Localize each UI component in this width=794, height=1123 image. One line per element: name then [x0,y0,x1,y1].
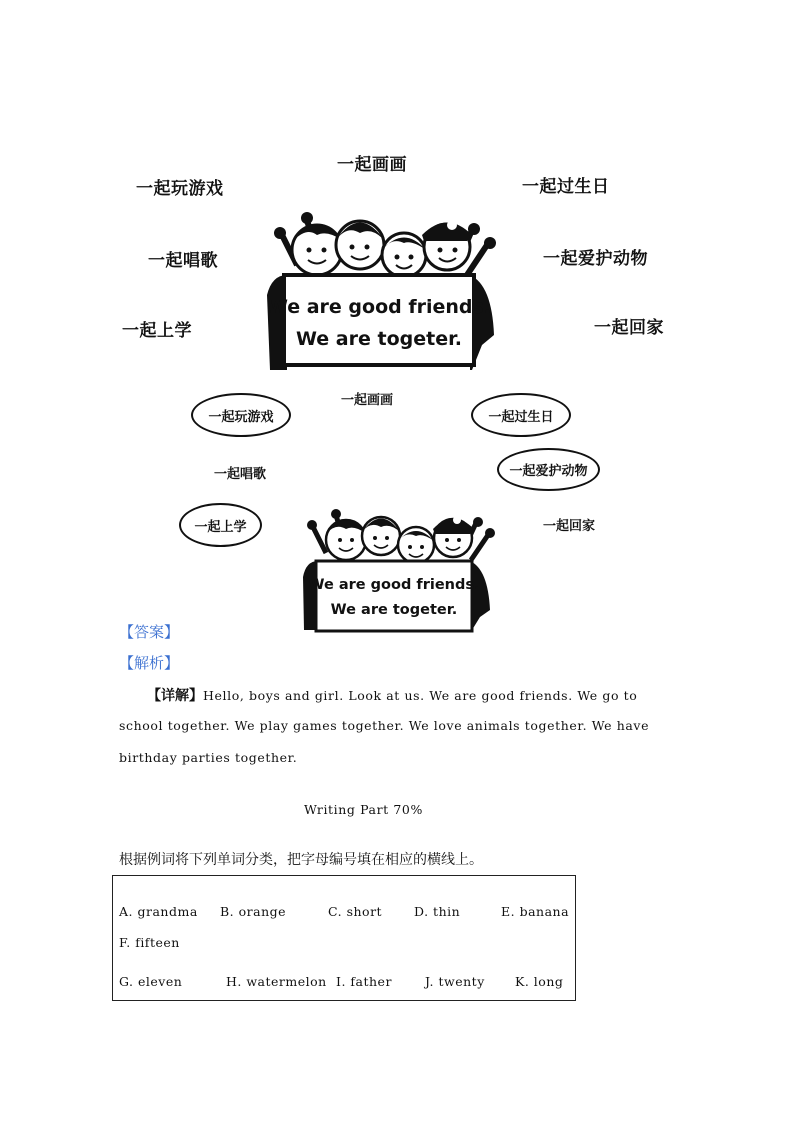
phrase-love-animals: 一起爱护动物 [543,249,648,269]
circled-phrase-school: 一起上学 [179,503,262,547]
option-b: B. orange [220,904,287,919]
option-a: A. grandma [119,904,198,919]
kids-illustration [262,205,502,375]
option-h: H. watermelon [226,974,327,989]
answer-phrase-draw: 一起画画 [341,393,394,408]
kids-illustration-small [298,505,498,635]
phrase-go-to-school: 一起上学 [122,321,192,341]
section-title: Writing Part 70% [304,802,423,817]
detail-tag: 【详解】 [147,688,203,704]
option-c: C. short [328,904,383,919]
option-d: D. thin [414,904,461,919]
explanation-line1: 【详解】Hello, boys and girl. Look at us. We are good friends. We go to [147,688,638,704]
circled-phrase-animals: 一起爱护动物 [497,448,600,491]
sign-line1: We are good friends. [266,296,492,318]
analysis-label: 【解析】 [119,654,180,672]
option-g: G. eleven [119,974,183,989]
small-sign-line1: We are good friends. [308,577,480,593]
answer-phrase-home: 一起回家 [543,519,596,534]
answer-label: 【答案】 [119,623,180,641]
phrase-draw-together: 一起画画 [337,155,407,175]
explanation-line2: school together. We play games together. We love animals together. We have [119,718,650,733]
option-i: I. father [336,974,392,989]
circled-phrase-birthday: 一起过生日 [471,393,571,437]
instruction-text: 根据例词将下列单词分类，把字母编号填在相应的横线上。 [119,852,483,868]
explanation-line3: birthday parties together. [119,750,298,765]
sign-line2: We are togeter. [296,328,462,350]
option-j: J. twenty [425,974,485,989]
phrase-birthday: 一起过生日 [522,177,610,197]
phrase-go-home: 一起回家 [594,318,664,338]
phrase-sing: 一起唱歌 [148,251,218,271]
small-sign-line2: We are togeter. [330,602,458,618]
option-k: K. long [515,974,564,989]
option-e: E. banana [501,904,570,919]
answer-phrase-sing: 一起唱歌 [214,467,267,482]
option-f: F. fifteen [119,935,180,950]
circled-phrase-play-games: 一起玩游戏 [191,393,291,437]
phrase-play-games: 一起玩游戏 [136,179,224,199]
